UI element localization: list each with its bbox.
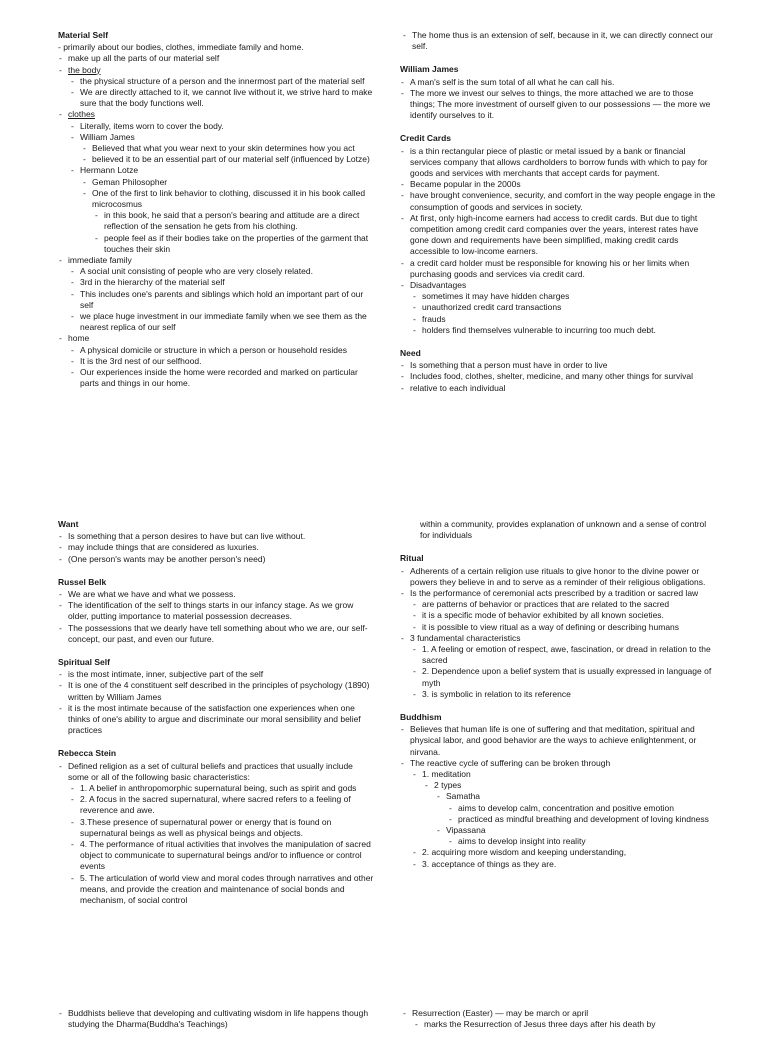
- list-item: [448, 803, 718, 814]
- list-item-text: believed it to be an essential part of our material self (influenced by Lotze): [92, 154, 370, 165]
- list-item-text: marks the Resurrection of Jesus three days after his death by: [424, 1019, 656, 1030]
- note-section: [58, 657, 376, 736]
- list-item: [412, 291, 718, 302]
- bullet-list: [82, 177, 376, 255]
- bullet-list: [70, 266, 376, 333]
- list-item: [58, 42, 376, 53]
- list-item: [58, 669, 376, 680]
- bullet-list: [82, 143, 376, 165]
- list-item: [58, 761, 376, 907]
- list-item-text: relative to each individual: [410, 382, 506, 393]
- list-item-text: The possessions that we dearly have tell something about who we are, our self-concept, our past, and even our future.: [68, 622, 368, 644]
- list-item: [400, 1008, 718, 1030]
- list-item-text: people feel as if their bodies take on the properties of the garment that touches their skin: [104, 232, 369, 254]
- note-section: [58, 748, 376, 906]
- bullet-list: [70, 345, 376, 390]
- list-item: [448, 814, 718, 825]
- list-item-text: aims to develop calm, concentration and positive emotion: [458, 802, 674, 813]
- bullet-list: [402, 30, 718, 52]
- list-item: [400, 724, 718, 758]
- list-item: [58, 255, 376, 333]
- section-heading: Material Self: [58, 30, 109, 40]
- note-section: [400, 712, 718, 870]
- list-item-text: Resurrection (Easter) — may be march or april: [412, 1008, 589, 1018]
- bullet-list: [400, 77, 718, 122]
- list-item-text: 3. acceptance of things as they are.: [422, 858, 557, 869]
- list-item-text: practiced as mindful breathing and development of loving kindness: [458, 813, 709, 824]
- list-item-text: A man's self is the sum total of all what he can call his.: [410, 76, 615, 87]
- list-item-text: Samatha: [446, 791, 481, 802]
- list-item-text: Adherents of a certain religion use rituals to give honor to the divine power or powers they believe in and to serve as a reminder of their religious obligations.: [410, 565, 706, 587]
- list-item-text: 2 types: [434, 780, 462, 791]
- bullet-list: [448, 803, 718, 825]
- list-item: [400, 633, 718, 700]
- list-item-text: The home thus is an extension of self, because in it, we can directly connect our self.: [412, 30, 713, 52]
- list-item-text: Is something that a person must have in order to live: [410, 360, 608, 371]
- bullet-list: [412, 291, 718, 336]
- list-item-text: Literally, items worn to cover the body.: [80, 120, 224, 131]
- list-item: [70, 839, 376, 873]
- note-section: [400, 30, 718, 52]
- list-item: [82, 143, 376, 154]
- list-item: [70, 794, 376, 816]
- list-item-text: 5. The articulation of world view and moral codes through narratives and other means, and provide the creation and maintenance of social bonds and mechanism, of social control: [80, 872, 374, 906]
- list-item-text: the physical structure of a person and the innermost part of the material self: [80, 75, 365, 86]
- bullet-list: [436, 791, 718, 847]
- bullet-list: [70, 783, 376, 906]
- note-section: [400, 519, 718, 541]
- list-item: [402, 1008, 718, 1030]
- list-item: [70, 289, 376, 311]
- list-item: [70, 266, 376, 277]
- list-item: [58, 703, 376, 737]
- list-item: [70, 311, 376, 333]
- list-item: [58, 680, 376, 702]
- section-heading: Ritual: [400, 553, 424, 564]
- list-item-text: it is the most intimate because of the satisfaction one experiences when one thinks of one's ability to argue and discriminate our moral sensibility and belief practices: [68, 702, 361, 736]
- list-item-text: William James: [80, 131, 135, 142]
- list-item-text: 2. acquiring more wisdom and keeping understanding,: [422, 847, 627, 858]
- list-item-text: Hermann Lotze: [80, 165, 139, 176]
- list-item-text: 2. A focus in the sacred supernatural, where sacred refers to a feeling of reverence and awe.: [80, 794, 351, 816]
- list-item-text: 3 fundamental characteristics: [410, 632, 521, 643]
- list-item-text: we place huge investment in our immediate family when we see them as the nearest replica of our self: [80, 311, 367, 333]
- list-item-text: Vipassana: [446, 825, 486, 836]
- list-item-text: It is the 3rd nest of our selfhood.: [80, 355, 202, 366]
- list-item-text: unauthorized credit card transactions: [422, 302, 562, 313]
- list-item-text: sometimes it may have hidden charges: [422, 291, 570, 302]
- list-item-text: 1. A belief in anthropomorphic supernatural being, such as spirit and gods: [80, 783, 357, 794]
- list-item: [400, 371, 718, 382]
- list-item-text: We are what we have and what we possess.: [68, 589, 236, 600]
- note-section: [400, 133, 718, 336]
- list-item-text: The more we invest our selves to things, the more attached we are to those things; The more investment of ourself given to our possessions — the more we identify ourselves to it.: [410, 87, 711, 121]
- list-item: [400, 258, 718, 280]
- list-item-text: it is a specific mode of behavior exhibited by all known societies.: [422, 610, 664, 621]
- list-item-text: 1. A feeling or emotion of respect, awe, fascination, or dread in relation to the sacred: [422, 644, 711, 666]
- list-item: [400, 383, 718, 394]
- bullet-list: [58, 761, 376, 907]
- list-item-text: Is something that a person desires to have but can live without.: [68, 531, 306, 542]
- list-item: [412, 666, 718, 688]
- list-item: [94, 233, 376, 255]
- list-item-text: immediate family: [68, 255, 132, 266]
- bullet-list: [412, 599, 718, 633]
- list-item: [412, 302, 718, 313]
- list-item: [412, 847, 718, 858]
- bullet-list: [400, 519, 718, 541]
- section-heading: Buddhism: [400, 712, 442, 723]
- list-item-text: One of the first to link behavior to clothing, discussed it in his book called microcosmus: [92, 187, 366, 210]
- list-item: [58, 531, 376, 542]
- section-heading: William James: [400, 64, 459, 75]
- list-item-text: is a thin rectangular piece of plastic or metal issued by a bank or financial services company that allows cardholders to borrow funds with which to pay for goods and services with merchants that accept cards for payment.: [410, 145, 708, 179]
- list-item: [70, 873, 376, 907]
- list-item: [412, 599, 718, 610]
- list-item-text: Geman Philosopher: [92, 176, 168, 187]
- page2-right-column: [400, 519, 718, 882]
- note-section: [58, 519, 376, 565]
- list-item-text: holders find themselves vulnerable to incurring too much debt.: [422, 324, 656, 335]
- bullet-list: [94, 210, 376, 255]
- list-item: [412, 610, 718, 621]
- list-item: [70, 783, 376, 794]
- list-item: [94, 210, 376, 232]
- list-item: [58, 109, 376, 255]
- list-item: [412, 325, 718, 336]
- list-item: [82, 188, 376, 255]
- bullet-list: [58, 589, 376, 645]
- list-item-text: aims to develop insight into reality: [458, 836, 586, 847]
- list-item-text: the body: [68, 64, 101, 75]
- bullet-list: [58, 42, 376, 389]
- list-item-text: in this book, he said that a person's bearing and attitude are a direct reflection of the sensation he gets from his clothing.: [104, 210, 360, 232]
- list-item-text: This includes one's parents and siblings which hold an important part of our self: [80, 288, 364, 310]
- list-item: [70, 165, 376, 255]
- list-item: [402, 30, 718, 52]
- list-item-text: At first, only high-income earners had access to credit cards. But due to tight competition among credit card companies over the years, interest rates have gone down and requirements have been simplified, making credit cards accessible to low-income earners.: [410, 212, 699, 257]
- list-item-text: The reactive cycle of suffering can be broken through: [410, 757, 611, 768]
- list-item-text: may include things that are considered as luxuries.: [68, 542, 259, 553]
- section-heading: Rebecca Stein: [58, 748, 117, 759]
- list-item: [58, 65, 376, 110]
- bullet-list: [70, 121, 376, 255]
- list-item-text: have brought convenience, security, and comfort in the way people engage in the consumption of goods and services in society.: [410, 190, 716, 212]
- list-item: [412, 314, 718, 325]
- bullet-list: [424, 780, 718, 847]
- list-item: [70, 121, 376, 132]
- list-item-text: Believed that what you wear next to your skin determines how you act: [92, 143, 355, 154]
- list-item-text: a credit card holder must be responsible for knowing his or her limits when purchasing goods and services via credit card.: [410, 257, 690, 279]
- list-item: [400, 146, 718, 180]
- list-item: [58, 600, 376, 622]
- list-item: [70, 132, 376, 166]
- list-item: [400, 519, 718, 541]
- bullet-list: [412, 769, 718, 870]
- list-item-text: (One person's wants may be another person's need): [68, 553, 266, 564]
- list-item: [58, 333, 376, 389]
- list-item: [400, 588, 718, 633]
- bullet-list: [58, 669, 376, 736]
- list-item: [400, 566, 718, 588]
- list-item: [436, 825, 718, 847]
- list-item-text: A social unit consisting of people who are very closely related.: [80, 266, 313, 277]
- list-item: [400, 190, 718, 212]
- bullet-list: [58, 531, 376, 565]
- list-item-text: Became popular in the 2000s: [410, 179, 521, 190]
- list-item-text: 1. meditation: [422, 769, 471, 780]
- list-item-text: is the most intimate, inner, subjective part of the self: [68, 669, 264, 680]
- list-item: [400, 179, 718, 190]
- list-item: [412, 644, 718, 666]
- page1-right-column: [400, 30, 718, 406]
- bullet-list: [402, 1008, 718, 1030]
- list-item-text: - primarily about our bodies, clothes, immediate family and home.: [58, 42, 304, 53]
- note-section: [400, 64, 718, 121]
- list-item-text: Believes that human life is one of suffering and that meditation, spiritual and physical labor, and good behavior are the ways to achieve enlightenment, or nirvana.: [410, 724, 697, 757]
- list-item-text: Buddhists believe that developing and cultivating wisdom in life happens though studying the Dharma(Buddha's Teachings): [68, 1008, 369, 1030]
- list-item-text: it is possible to view ritual as a way of defining or describing humans: [422, 621, 680, 632]
- list-item-text: 3rd in the hierarchy of the material self: [80, 277, 225, 288]
- list-item: [58, 623, 376, 645]
- list-item: [58, 542, 376, 553]
- list-item-text: Our experiences inside the home were recorded and marked on particular parts and things in our home.: [80, 367, 358, 389]
- list-item-text: 2. Dependence upon a belief system that is usually expressed in language of myth: [422, 666, 712, 688]
- note-section: [58, 30, 376, 390]
- list-item: [70, 277, 376, 288]
- list-item-text: 3.These presence of supernatural power or energy that is found on supernatural beings as well as physical beings and objects.: [80, 816, 332, 838]
- list-item: [414, 1019, 718, 1030]
- page2-left-column: [58, 519, 376, 918]
- bullet-list: [400, 724, 718, 870]
- section-heading: Need: [400, 348, 421, 359]
- list-item-text: Disadvantages: [410, 280, 467, 291]
- note-section: [58, 577, 376, 645]
- bullet-list: [414, 1019, 718, 1030]
- list-item-text: make up all the parts of our material self: [68, 53, 220, 64]
- list-item-text: clothes: [68, 109, 95, 120]
- list-item: [70, 87, 376, 109]
- list-item-text: Is the performance of ceremonial acts prescribed by a tradition or sacred law: [410, 588, 699, 599]
- list-item-text: The identification of the self to things starts in our infancy stage. As we grow older, putting importance to material possession decreases.: [68, 600, 354, 622]
- list-item: [424, 780, 718, 847]
- note-section: [58, 1008, 376, 1030]
- page3-right-column: [400, 1008, 718, 1042]
- list-item-text: Defined religion as a set of cultural beliefs and practices that usually include some or all of the following basic characteristics:: [68, 760, 353, 782]
- note-section: [400, 553, 718, 700]
- list-item-text: home: [68, 333, 90, 344]
- list-item: [58, 1008, 376, 1030]
- bullet-list: [412, 644, 718, 700]
- list-item: [82, 177, 376, 188]
- page1-left-column: [58, 30, 376, 402]
- note-section: [400, 1008, 718, 1030]
- list-item-text: It is one of the 4 constituent self described in the principles of psychology (1890) written by William James: [68, 680, 370, 702]
- list-item: [448, 836, 718, 847]
- note-section: [400, 348, 718, 394]
- list-item: [400, 30, 718, 52]
- list-item: [400, 213, 718, 258]
- bullet-list: [400, 146, 718, 336]
- list-item: [400, 280, 718, 336]
- list-item: [436, 791, 718, 825]
- bullet-list: [448, 836, 718, 847]
- list-item: [400, 77, 718, 88]
- list-item-text: frauds: [422, 313, 446, 324]
- list-item: [400, 758, 718, 870]
- page3-left-column: [58, 1008, 376, 1042]
- bullet-list: [400, 30, 718, 52]
- list-item: [58, 53, 376, 64]
- list-item-text: 3. is symbolic in relation to its reference: [422, 688, 571, 699]
- list-item: [412, 769, 718, 847]
- section-heading: Credit Cards: [400, 133, 452, 144]
- bullet-list: [400, 360, 718, 394]
- list-item: [412, 689, 718, 700]
- list-item-text: Includes food, clothes, shelter, medicine, and many other things for survival: [410, 371, 694, 382]
- list-item: [82, 154, 376, 165]
- list-item-text: We are directly attached to it, we cannot live without it, we strive hard to make sure that the body functions well.: [80, 87, 373, 109]
- list-item-text: A physical domicile or structure in which a person or household resides: [80, 344, 347, 355]
- list-item: [400, 88, 718, 122]
- list-item-text: within a community, provides explanation of unknown and a sense of control for individuals: [420, 519, 707, 541]
- section-heading: Spiritual Self: [58, 657, 110, 668]
- list-item: [70, 817, 376, 839]
- bullet-list: [70, 76, 376, 110]
- bullet-list: [400, 1008, 718, 1030]
- list-item: [58, 589, 376, 600]
- list-item: [400, 360, 718, 371]
- bullet-list: [400, 566, 718, 700]
- section-heading: Want: [58, 519, 79, 529]
- list-item: [70, 356, 376, 367]
- list-item: [58, 554, 376, 565]
- list-item: [412, 859, 718, 870]
- list-item-text: 4. The performance of ritual activities that involves the manipulation of sacred object to communicate to supernatural beings and/or to influence or control events: [80, 839, 371, 872]
- list-item: [70, 345, 376, 356]
- list-item: [412, 622, 718, 633]
- list-item: [70, 367, 376, 389]
- list-item: [70, 76, 376, 87]
- bullet-list: [58, 1008, 376, 1030]
- section-heading: Russel Belk: [58, 576, 107, 587]
- list-item-text: are patterns of behavior or practices that are related to the sacred: [422, 599, 670, 610]
